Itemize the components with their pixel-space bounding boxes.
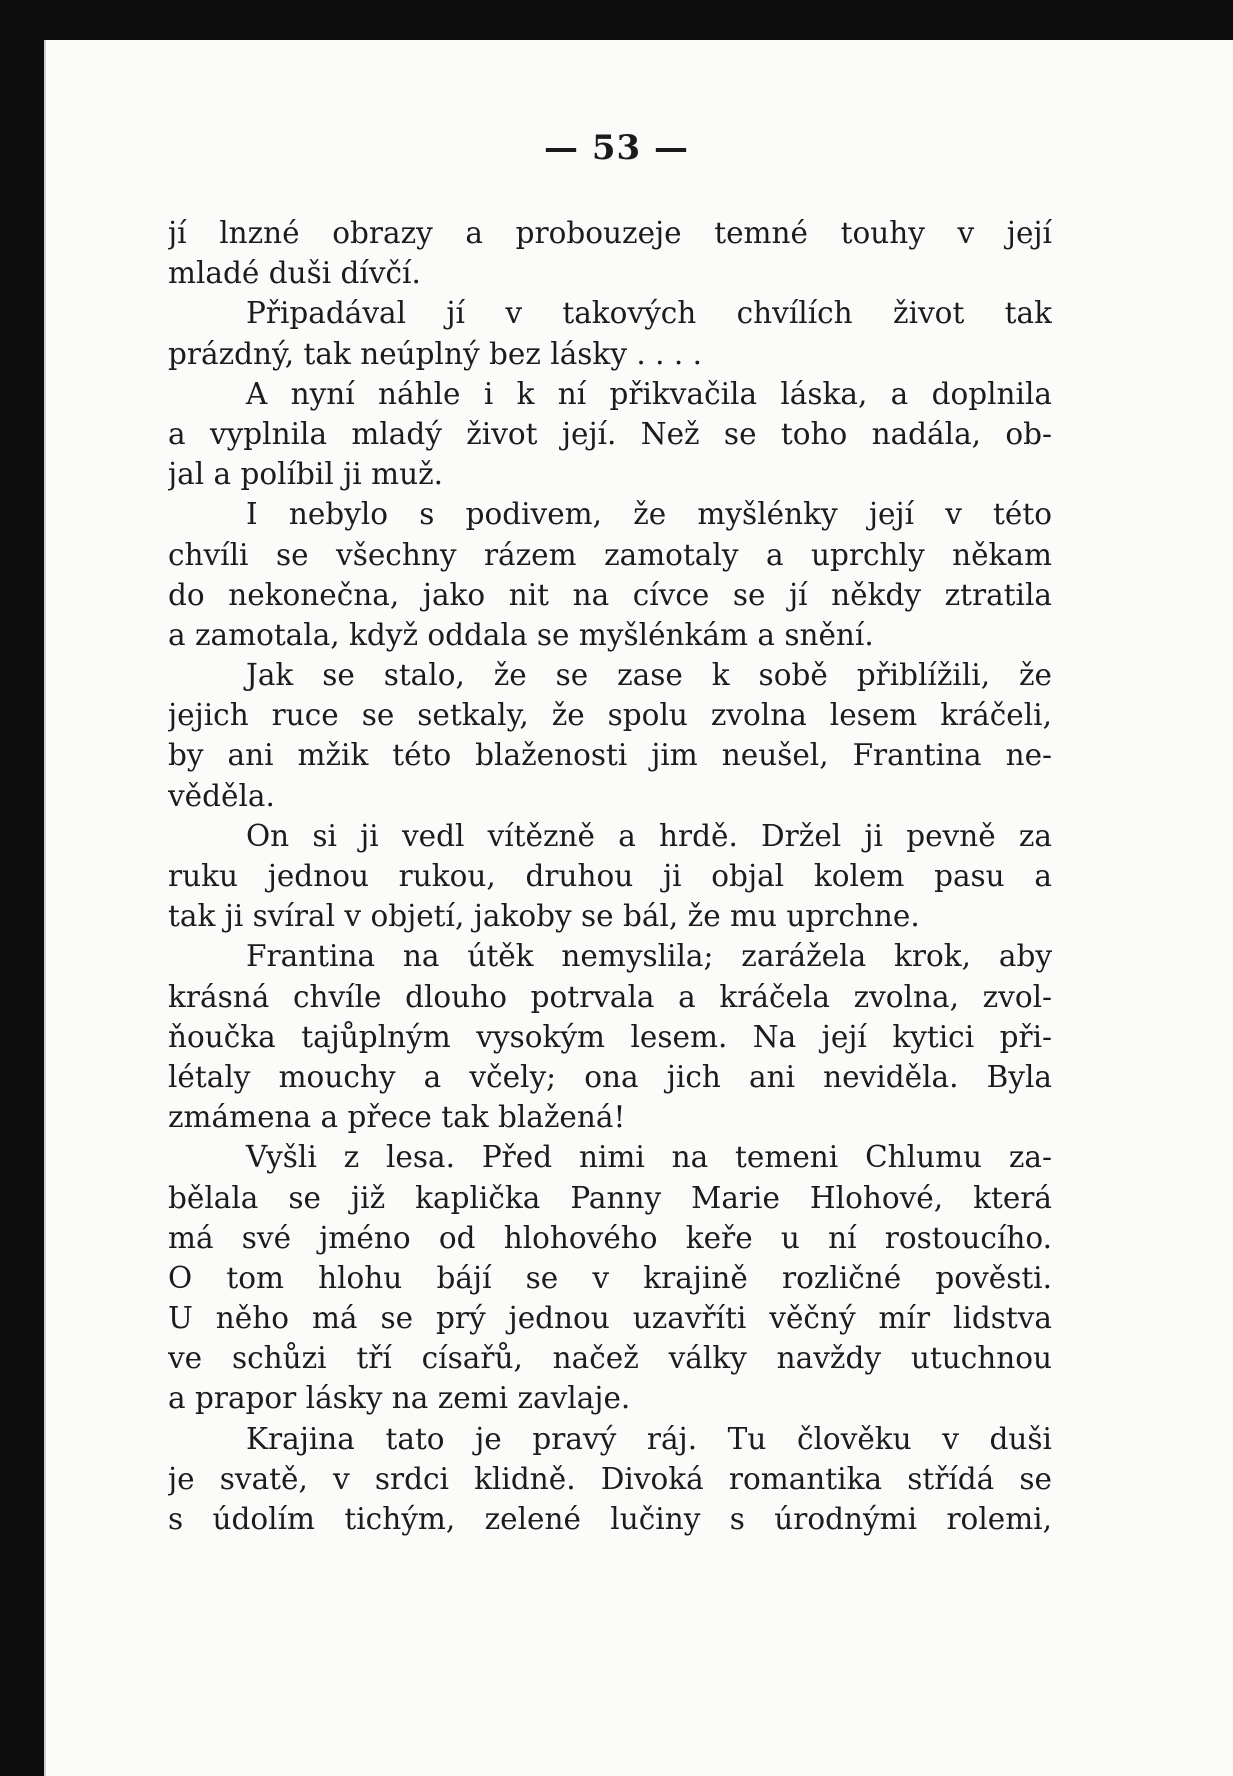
text-line: je svatě, v srdci klidně. Divoká romantika střídá se bbox=[168, 1461, 1052, 1496]
text-line: ňoučka tajůplným vysokým lesem. Na její kytici při- bbox=[168, 1019, 1052, 1054]
text-line: a prapor lásky na zemi zavlaje. bbox=[168, 1381, 631, 1416]
text-line: Jak se stalo, že se zase k sobě přiblížili, že bbox=[246, 658, 1052, 693]
text-line: Frantina na útěk nemyslila; zarážela krok, aby bbox=[246, 939, 1052, 974]
text-line: by ani mžik této blaženosti jim neušel, Frantina ne- bbox=[168, 738, 1052, 773]
text-line: Vyšli z lesa. Před nimi na temeni Chlumu za- bbox=[246, 1140, 1052, 1175]
text-line: prázdný, tak neúplný bez lásky . . . . bbox=[168, 336, 702, 371]
text-line: krásná chvíle dlouho potrvala a kráčela zvolna, zvol- bbox=[168, 979, 1052, 1014]
text-line: Krajina tato je pravý ráj. Tu člověku v duši bbox=[246, 1421, 1052, 1456]
text-line: s údolím tichým, zelené lučiny s úrodnými rolemi, bbox=[168, 1502, 1052, 1536]
text-line: O tom hlohu bájí se v krajině rozličné pověsti. bbox=[168, 1260, 1052, 1295]
text-line: On si ji vedl vítězně a hrdě. Držel ji pevně za bbox=[246, 818, 1052, 853]
text-line: má své jméno od hlohového keře u ní rostoucího. bbox=[168, 1220, 1052, 1255]
text-line: létaly mouchy a včely; ona jich ani neviděla. Byla bbox=[168, 1059, 1052, 1094]
text-line: jejich ruce se setkaly, že spolu zvolna lesem kráčeli, bbox=[168, 698, 1052, 733]
text-line: bělala se již kaplička Panny Marie Hlohové, která bbox=[168, 1180, 1052, 1215]
text-line: a zamotala, když oddala se myšlénkám a snění. bbox=[168, 617, 874, 652]
text-line: Připadával jí v takových chvílích život tak bbox=[246, 296, 1052, 331]
text-line: jal a políbil ji muž. bbox=[168, 457, 444, 492]
text-line: do nekonečna, jako nit na cívce se jí někdy ztratila bbox=[168, 577, 1052, 612]
scan-left-border bbox=[0, 0, 44, 1776]
text-line: tak ji svíral v objetí, jakoby se bál, že mu uprchne. bbox=[168, 899, 920, 934]
text-line: chvíli se všechny rázem zamotaly a uprchly někam bbox=[168, 537, 1052, 572]
text-line: ruku jednou rukou, druhou ji objal kolem pasu a bbox=[168, 859, 1052, 893]
text-line: ve schůzi tří císařů, načež války navždy utuchnou bbox=[168, 1341, 1052, 1376]
text-line: věděla. bbox=[168, 778, 275, 813]
body-text bbox=[168, 213, 1052, 1539]
text-line: jí lnzné obrazy a probouzeje temné touhy v její bbox=[168, 216, 1052, 250]
text-line: U něho má se prý jednou uzavříti věčný mír lidstva bbox=[168, 1301, 1052, 1336]
text-line: I nebylo s podivem, že myšlénky její v této bbox=[246, 497, 1052, 532]
text-line: A nyní náhle i k ní přikvačila láska, a doplnila bbox=[246, 376, 1052, 411]
text-line: mladé duši dívčí. bbox=[168, 256, 421, 291]
text-line: a vyplnila mladý život její. Než se toho nadála, ob- bbox=[168, 416, 1052, 451]
text-line: zmámena a přece tak blažená! bbox=[168, 1100, 626, 1135]
page-number: — 53 — bbox=[544, 128, 689, 168]
scan-top-border bbox=[0, 0, 1233, 40]
